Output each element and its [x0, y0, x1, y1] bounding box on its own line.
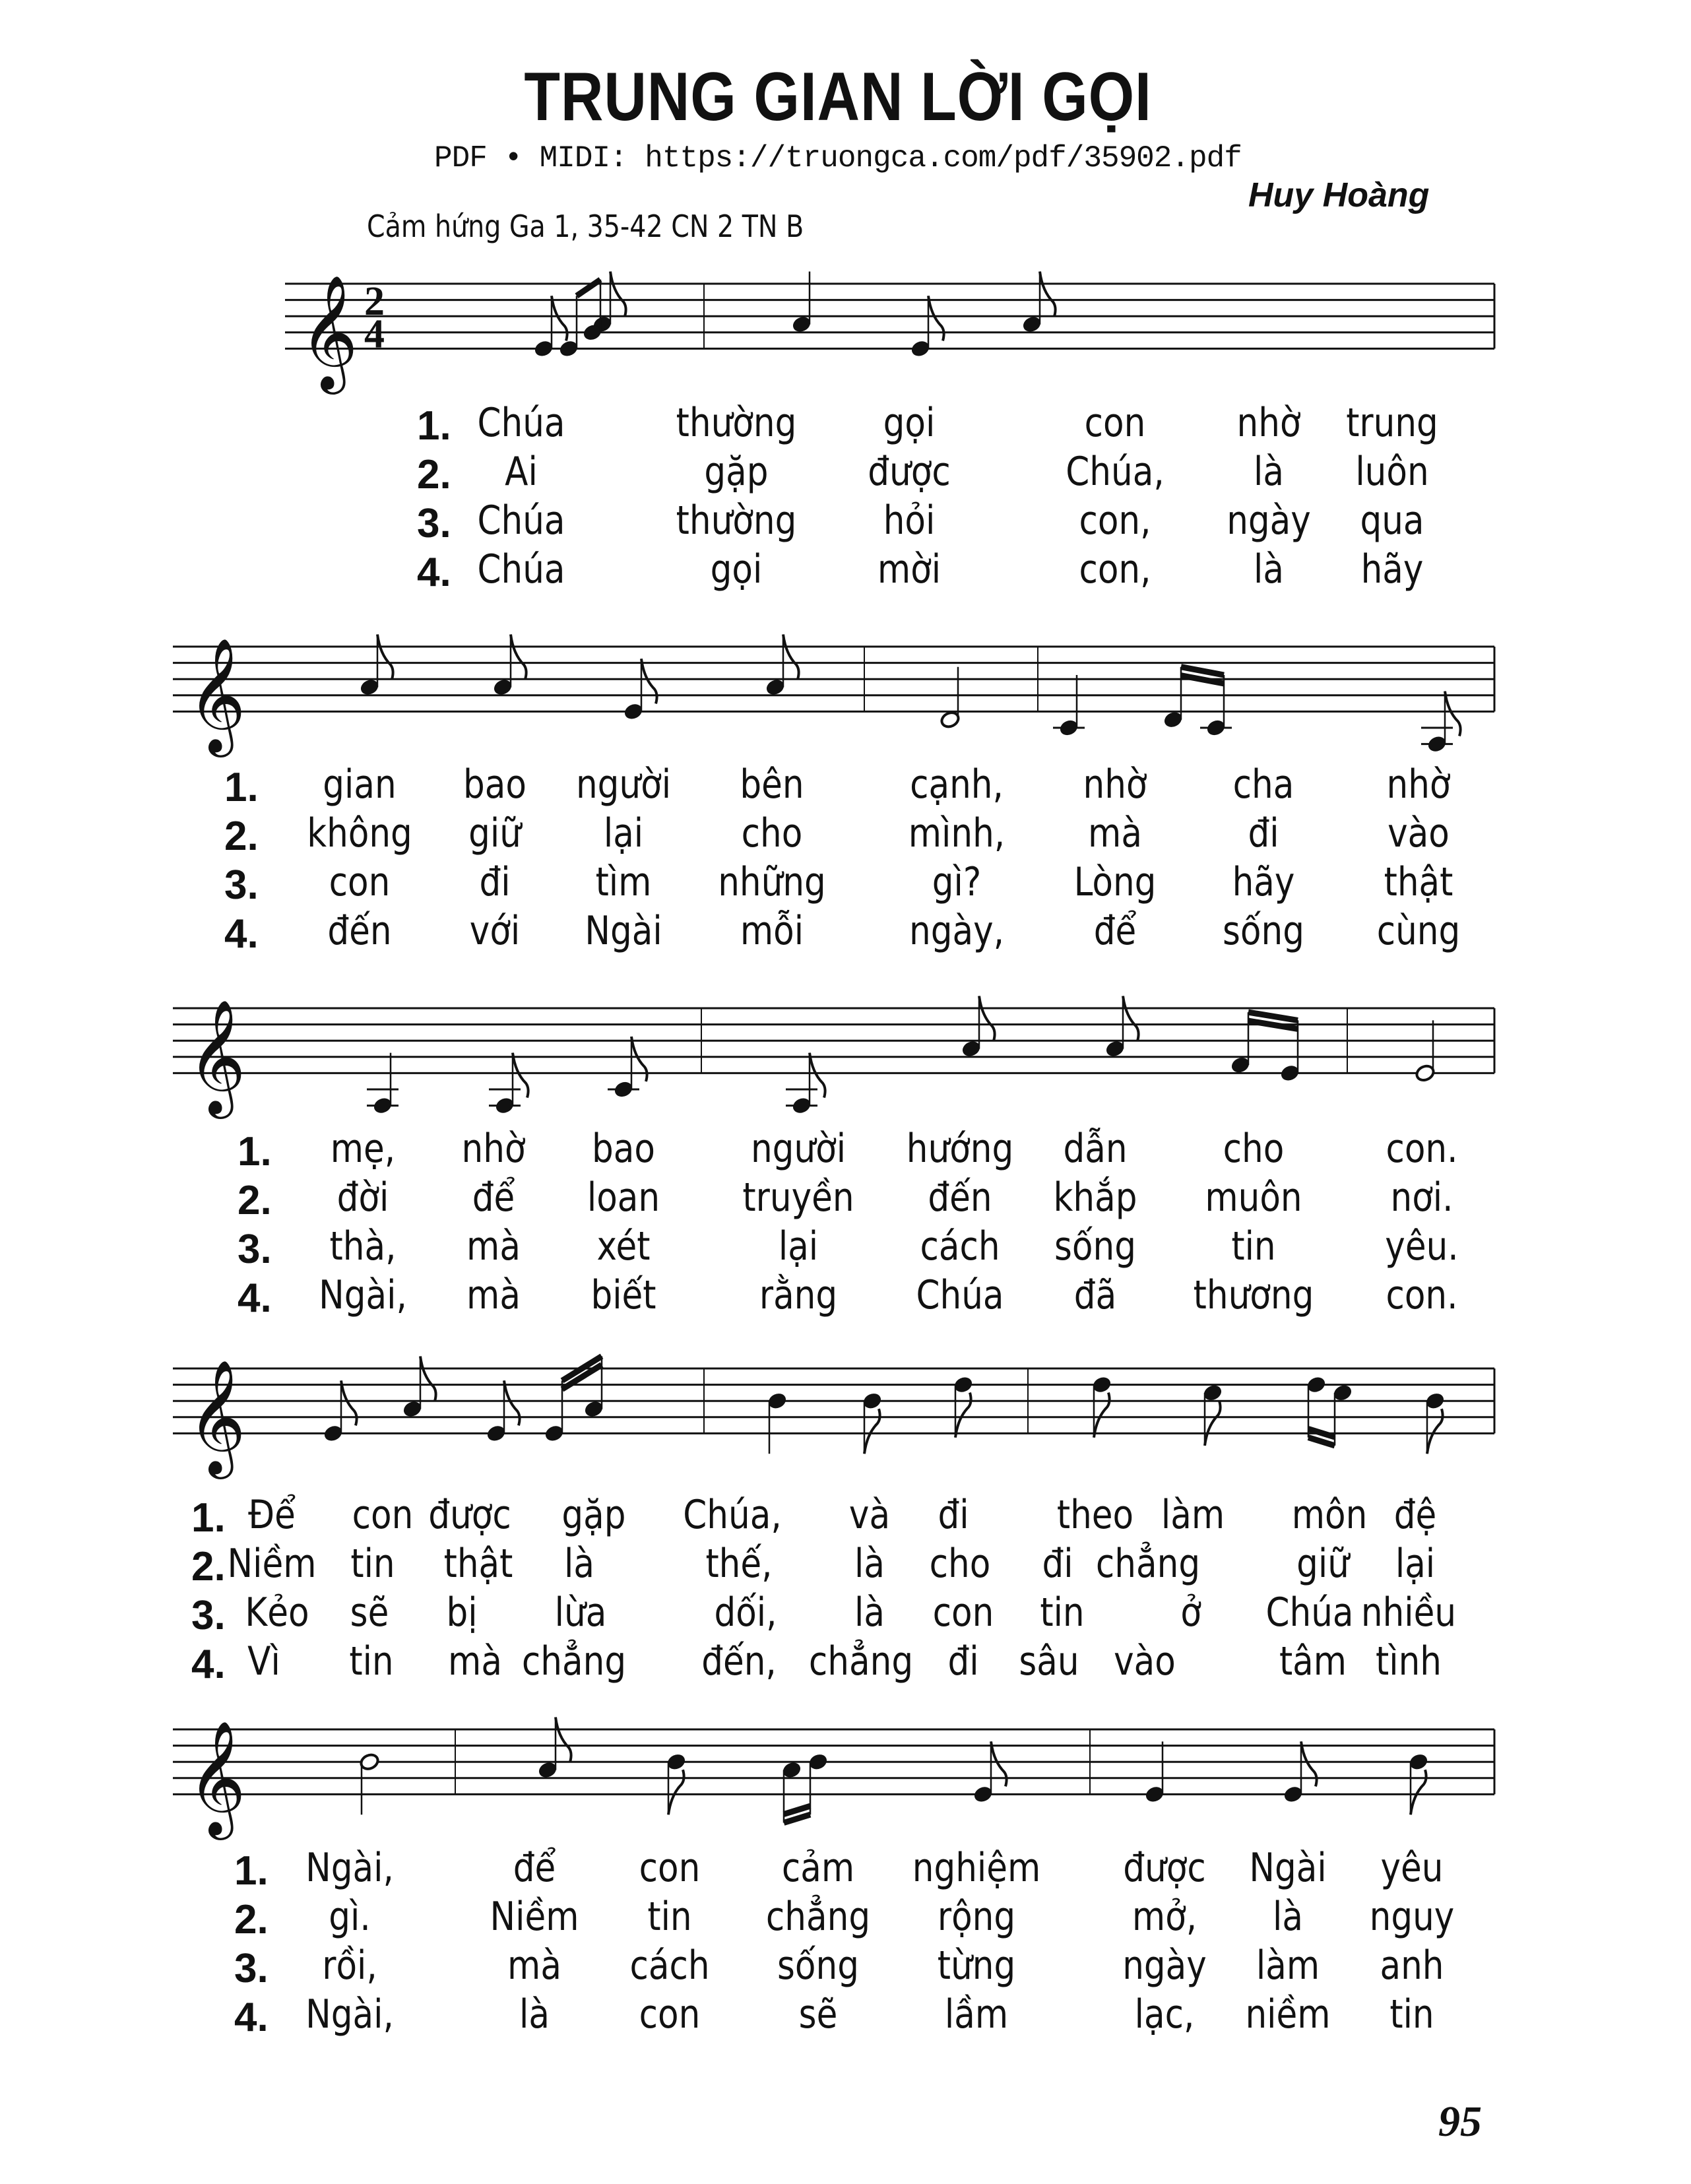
verse-number: 3.: [238, 1227, 272, 1272]
lyric-syllable: anh: [1380, 1943, 1444, 1989]
treble-clef-icon: 𝄞: [187, 1720, 246, 1836]
lyric-syllable: là: [1273, 1894, 1303, 1940]
lyric-syllable: Niềm: [490, 1894, 579, 1940]
lyric-syllable: giữ: [468, 810, 521, 856]
verse-number: 1.: [224, 765, 259, 810]
lyric-syllable: đã: [1073, 1272, 1117, 1318]
note-flag: [556, 1718, 571, 1762]
lyric-syllable: gọi: [710, 546, 763, 593]
lyric-syllable: ngày: [1227, 498, 1311, 544]
lyric-syllable: mà: [466, 1223, 521, 1269]
lyric-syllable: lại: [778, 1223, 819, 1269]
lyric-syllable: người: [575, 761, 672, 808]
lyric-syllable: con,: [1079, 546, 1151, 593]
lyric-syllable: mở,: [1132, 1894, 1197, 1940]
lyric-syllable: rằng: [759, 1272, 838, 1318]
lyric-syllable: được: [428, 1492, 511, 1538]
page-number: 95: [1438, 2098, 1482, 2146]
lyric-syllable: mà: [1088, 810, 1142, 856]
lyric-syllable: thật: [443, 1541, 513, 1587]
lyric-syllable: cho: [1223, 1126, 1285, 1172]
lyric-syllable: biết: [590, 1272, 656, 1318]
lyric-syllable: đi: [947, 1638, 979, 1685]
lyric-syllable: bao: [463, 761, 526, 808]
lyric-syllable: nhờ: [461, 1126, 526, 1172]
lyric-syllable: gì?: [932, 859, 982, 905]
lyric-syllable: Ngài,: [305, 1991, 394, 2038]
scripture-reference: Cảm hứng Ga 1, 35-42 CN 2 TN B: [367, 209, 804, 244]
lyric-syllable: con.: [1386, 1272, 1458, 1318]
lyric-syllable: chẳng: [808, 1638, 914, 1685]
lyric-syllable: để: [1093, 908, 1137, 954]
treble-clef-icon: 𝄞: [187, 1359, 246, 1475]
lyric-syllable: Niềm: [227, 1541, 317, 1587]
lyric-syllable: con,: [1079, 498, 1151, 544]
lyric-syllable: tin: [647, 1894, 692, 1940]
lyric-syllable: ở: [1180, 1590, 1201, 1636]
lyric-syllable: sống: [1054, 1223, 1136, 1269]
verse-number: 4.: [224, 911, 259, 957]
time-signature: 4: [364, 311, 385, 357]
treble-clef-icon: 𝄞: [187, 637, 246, 753]
lyric-syllable: mình,: [908, 810, 1005, 856]
lyric-syllable: Chúa: [916, 1272, 1004, 1318]
lyric-syllable: với: [469, 908, 521, 954]
treble-clef-icon: 𝄞: [300, 274, 358, 390]
lyric-syllable: làm: [1161, 1492, 1225, 1538]
lyric-syllable: loan: [587, 1174, 660, 1221]
verse-number: 2.: [417, 452, 451, 498]
lyric-syllable: đến: [327, 908, 392, 954]
lyric-syllable: Kẻo: [245, 1590, 309, 1636]
note-flag: [1301, 1741, 1317, 1786]
lyric-syllable: giữ: [1296, 1541, 1349, 1587]
note-flag: [991, 1741, 1007, 1786]
lyric-syllable: sống: [1223, 908, 1304, 954]
lyric-syllable: Chúa,: [1066, 449, 1165, 495]
lyric-syllable: thật: [1384, 859, 1453, 905]
verse-number: 1.: [238, 1129, 272, 1174]
lyric-syllable: con: [352, 1492, 414, 1538]
lyric-syllable: chẳng: [765, 1894, 871, 1940]
lyric-syllable: mời: [877, 546, 941, 593]
lyric-syllable: đến: [928, 1174, 992, 1221]
lyric-syllable: tin: [349, 1638, 394, 1685]
lyric-syllable: rộng: [937, 1894, 1016, 1940]
lyric-syllable: Ngài,: [305, 1845, 394, 1891]
lyric-syllable: gian: [323, 761, 397, 808]
lyric-syllable: cạnh,: [910, 761, 1004, 808]
lyric-syllable: vào: [1114, 1638, 1176, 1685]
lyric-syllable: là: [519, 1991, 550, 2038]
treble-clef-icon: 𝄞: [187, 999, 246, 1114]
lyric-syllable: tin: [1231, 1223, 1276, 1269]
lyric-syllable: bị: [446, 1590, 478, 1636]
verse-number: 2.: [224, 814, 259, 859]
lyric-syllable: nơi.: [1390, 1174, 1453, 1221]
lyric-syllable: hãy: [1232, 859, 1295, 905]
lyric-syllable: cho: [929, 1541, 991, 1587]
lyric-syllable: Chúa,: [683, 1492, 782, 1538]
lyric-syllable: gặp: [704, 449, 769, 495]
lyric-syllable: cách: [629, 1943, 710, 1989]
lyric-syllable: đệ: [1393, 1492, 1437, 1538]
lyric-syllable: sống: [777, 1943, 859, 1989]
lyric-syllable: thường: [676, 498, 797, 544]
lyric-syllable: nhờ: [1083, 761, 1147, 808]
lyric-syllable: hãy: [1360, 546, 1424, 593]
lyric-syllable: là: [564, 1541, 594, 1587]
lyric-syllable: được: [868, 449, 951, 495]
lyric-syllable: Vì: [247, 1638, 280, 1685]
lyric-syllable: khắp: [1053, 1174, 1137, 1221]
lyric-syllable: dẫn: [1063, 1126, 1128, 1172]
verse-number: 3.: [191, 1593, 226, 1638]
lyric-syllable: ngày,: [909, 908, 1005, 954]
lyric-syllable: hỏi: [883, 498, 936, 544]
lyric-syllable: xét: [596, 1223, 651, 1269]
lyric-syllable: mà: [466, 1272, 521, 1318]
lyric-syllable: ngày: [1122, 1943, 1207, 1989]
lyric-syllable: là: [854, 1590, 885, 1636]
song-title: TRUNG GIAN LỜI GỌI: [524, 59, 1152, 135]
lyric-syllable: truyền: [742, 1174, 854, 1221]
lyric-syllable: sẽ: [350, 1590, 389, 1636]
lyric-syllable: thế,: [705, 1541, 773, 1587]
lyric-syllable: dối,: [714, 1590, 777, 1636]
pdf-midi-link[interactable]: PDF • MIDI: https://truongca.com/pdf/35902.pdf: [434, 141, 1242, 176]
lyric-syllable: chẳng: [1095, 1541, 1201, 1587]
verse-number: 4.: [234, 1995, 269, 2040]
lyric-syllable: cha: [1232, 761, 1294, 808]
lyric-syllable: mà: [507, 1943, 561, 1989]
lyric-syllable: con: [639, 1991, 701, 2038]
lyric-syllable: nhờ: [1386, 761, 1451, 808]
verse-number: 1.: [234, 1848, 269, 1894]
lyric-syllable: yêu: [1380, 1845, 1444, 1891]
lyric-syllable: thương: [1193, 1272, 1314, 1318]
verse-number: 4.: [417, 550, 451, 595]
lyric-syllable: là: [854, 1541, 885, 1587]
lyric-syllable: là: [1254, 449, 1284, 495]
lyric-syllable: từng: [937, 1943, 1016, 1989]
lyric-syllable: qua: [1360, 498, 1424, 544]
lyric-syllable: mỗi: [740, 908, 804, 954]
verse-number: 2.: [234, 1897, 269, 1943]
lyric-syllable: để: [472, 1174, 515, 1221]
lyric-syllable: vào: [1388, 810, 1450, 856]
lyric-syllable: mẹ,: [330, 1126, 396, 1172]
lyric-syllable: con: [639, 1845, 701, 1891]
lyric-syllable: không: [307, 810, 412, 856]
verse-number: 1.: [417, 403, 451, 449]
lyric-syllable: Ai: [505, 449, 538, 495]
lyric-syllable: nguy: [1369, 1894, 1455, 1940]
lyric-syllable: được: [1123, 1845, 1206, 1891]
lyric-syllable: đi: [479, 859, 511, 905]
lyric-syllable: đi: [938, 1492, 969, 1538]
lyric-syllable: đi: [1248, 810, 1279, 856]
lyric-syllable: đời: [336, 1174, 389, 1221]
lyric-syllable: Chúa: [477, 400, 565, 446]
lyric-syllable: sâu: [1019, 1638, 1079, 1685]
note-flag: [1411, 1770, 1426, 1815]
lyric-syllable: những: [718, 859, 826, 905]
lyric-syllable: tình: [1376, 1638, 1442, 1685]
lyric-syllable: Chúa: [477, 498, 565, 544]
lyric-syllable: Chúa: [477, 546, 565, 593]
lyric-syllable: lại: [603, 810, 644, 856]
lyric-syllable: Lòng: [1073, 859, 1157, 905]
lyric-syllable: Ngài,: [319, 1272, 407, 1318]
lyric-syllable: môn: [1291, 1492, 1368, 1538]
verse-number: 3.: [224, 862, 259, 908]
lyric-syllable: cách: [920, 1223, 1000, 1269]
lyric-syllable: làm: [1256, 1943, 1320, 1989]
verse-number: 4.: [238, 1275, 272, 1321]
lyric-syllable: cùng: [1376, 908, 1461, 954]
lyric-syllable: cho: [741, 810, 803, 856]
lyric-syllable: trung: [1346, 400, 1438, 446]
lyric-syllable: tâm: [1279, 1638, 1347, 1685]
lyric-syllable: muôn: [1205, 1174, 1302, 1221]
lyric-syllable: Chúa: [1265, 1590, 1354, 1636]
lyric-syllable: đi: [1042, 1541, 1073, 1587]
lyric-syllable: lầm: [944, 1991, 1009, 2038]
lyric-syllable: tin: [350, 1541, 395, 1587]
lyric-syllable: sẽ: [798, 1991, 838, 2038]
lyric-syllable: tin: [1040, 1590, 1085, 1636]
verse-number: 2.: [238, 1178, 272, 1223]
lyric-syllable: Ngài: [585, 908, 662, 954]
lyric-syllable: mà: [448, 1638, 502, 1685]
verse-number: 4.: [191, 1642, 226, 1687]
lyric-syllable: nghiệm: [912, 1845, 1041, 1891]
lyric-syllable: là: [1254, 546, 1284, 593]
lyric-syllable: người: [750, 1126, 846, 1172]
lyric-syllable: niềm: [1245, 1991, 1331, 2038]
lyric-syllable: lừa: [554, 1590, 607, 1636]
time-signature: 2: [364, 279, 385, 325]
lyric-syllable: lạc,: [1134, 1991, 1195, 2038]
lyric-syllable: con: [932, 1590, 994, 1636]
note-flag: [668, 1770, 684, 1815]
lyric-syllable: rồi,: [322, 1943, 377, 1989]
lyric-syllable: Ngài: [1249, 1845, 1327, 1891]
lyric-syllable: gặp: [561, 1492, 626, 1538]
lyric-syllable: Để: [248, 1492, 296, 1538]
verse-number: 3.: [417, 501, 451, 546]
lyric-syllable: tìm: [595, 859, 652, 905]
lyric-syllable: yêu.: [1385, 1223, 1459, 1269]
verse-number: 1.: [191, 1495, 226, 1541]
lyric-syllable: luôn: [1355, 449, 1429, 495]
lyric-syllable: con.: [1386, 1126, 1458, 1172]
lyric-syllable: tin: [1389, 1991, 1434, 2038]
verse-number: 2.: [191, 1544, 226, 1590]
lyric-syllable: con: [329, 859, 391, 905]
lyric-syllable: thường: [676, 400, 797, 446]
lyric-syllable: nhiều: [1360, 1590, 1457, 1636]
lyric-syllable: hướng: [906, 1126, 1014, 1172]
lyric-syllable: bao: [592, 1126, 655, 1172]
lyric-syllable: theo: [1056, 1492, 1134, 1538]
lyric-syllable: thà,: [329, 1223, 397, 1269]
lyric-syllable: chẳng: [521, 1638, 627, 1685]
verse-number: 3.: [234, 1946, 269, 1991]
lyric-syllable: gì.: [329, 1894, 371, 1940]
lyric-syllable: bên: [740, 761, 804, 808]
lyric-syllable: cảm: [781, 1845, 855, 1891]
lyric-syllable: để: [513, 1845, 556, 1891]
lyric-syllable: con: [1084, 400, 1146, 446]
lyric-syllable: đến,: [701, 1638, 777, 1685]
composer-name: Huy Hoàng: [1248, 176, 1430, 214]
lyric-syllable: lại: [1395, 1541, 1436, 1587]
lyric-syllable: gọi: [883, 400, 936, 446]
lyric-syllable: và: [848, 1492, 891, 1538]
lyric-syllable: nhờ: [1236, 400, 1301, 446]
